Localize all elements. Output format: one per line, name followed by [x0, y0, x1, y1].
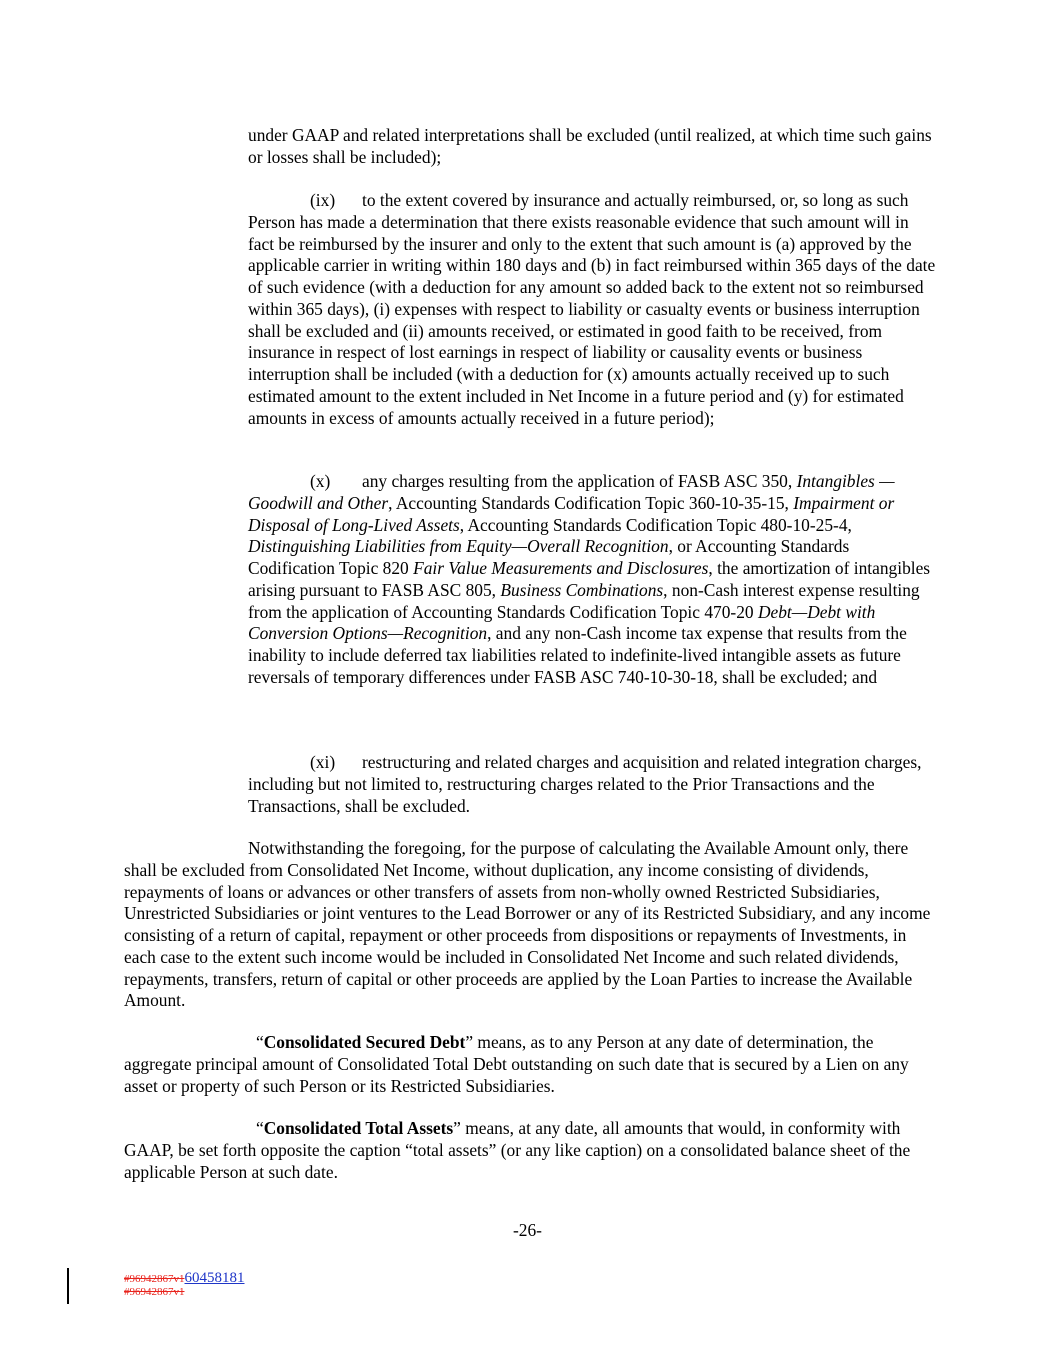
clause-x-text-1: any charges resulting from the application of FASB ASC 350, — [362, 471, 797, 491]
clause-x-text-6: , non-Cash interest expense resulting from the application of Accounting Standards Codification Topic 470-20 — [248, 579, 920, 622]
inserted-doc-id: 60458181 — [184, 1270, 245, 1286]
paragraph-x — [248, 471, 938, 689]
defined-term: Consolidated Total Assets — [263, 1118, 454, 1138]
paragraph-xi — [248, 752, 938, 817]
clause-x-text-2: , Accounting Standards Codification Topic 360-10-35-15, — [388, 492, 794, 513]
footer-line-1 — [124, 1272, 245, 1286]
definition-consolidated-secured-debt — [124, 1032, 938, 1097]
clause-text-xi: restructuring and related charges and acquisition and related integration charges, including but not limited to, restructuring charges related to the Prior Transactions and the Transactions, shall be excluded. — [248, 752, 922, 816]
deleted-doc-id: #96942867v1 — [124, 1273, 185, 1285]
paragraph-notwithstanding: Notwithstanding the foregoing, for the purpose of calculating the Available Amount only, there shall be excluded from Consolidated Net Income, without duplication, any income consisting of dividends, repayments of loans or advances or other transfers of assets from non-wholly owned Restricted Subsidiaries, Unrestricted Subsidiaries or joint ventures to the Lead Borrower or any of its Restricted Subsidiary, and any income consisting of a return of capital, repayment or other proceeds from dispositions or repayments of Investments, in each case to the extent such income would be included in Consolidated Net Income and such related dividends, repayments, transfers, return of capital or other proceeds are applied by the Loan Parties to increase the Available Amount. — [124, 838, 931, 1011]
definition-text: ” means, as to any Person at any date of determination, the aggregate principal amount of Consolidated Total Debt outstanding on such date that is secured by a Lien on any asset or property of such Person or its Restricted Subsidiaries. — [124, 1032, 909, 1096]
clause-x-italic-1: Intangibles — Goodwill and Other — [248, 471, 895, 513]
paragraph-gaap-continuation: under GAAP and related interpretations shall be excluded (until realized, at which time such gains or losses shall be included); — [248, 125, 932, 167]
clause-x-italic-5: Business Combinations — [500, 579, 664, 600]
document-id-footer — [124, 1272, 245, 1299]
clause-x-italic-3: Distinguishing Liabilities from Equity—Overall Recognition — [248, 536, 669, 557]
clause-number-x: (x) — [310, 471, 331, 491]
revision-change-bar — [67, 1268, 69, 1304]
clause-x-text-4: , or Accounting Standards Codification Topic 820 — [248, 536, 850, 578]
definition-consolidated-total-assets — [124, 1118, 938, 1183]
footer-line-2 — [124, 1286, 245, 1299]
clause-x-italic-4: Fair Value Measurements and Disclosures — [413, 558, 709, 578]
clause-x-italic-6: Debt—Debt with Conversion Options—Recognition — [248, 601, 876, 644]
open-quote: “ — [256, 1118, 264, 1138]
deleted-doc-id-2: #96942867v1 — [124, 1286, 185, 1298]
defined-term: Consolidated Secured Debt — [263, 1032, 466, 1052]
clause-x-text-7: , and any non-Cash income tax expense that results from the inability to include deferred tax liabilities related to indefinite-lived intangible assets as future reversals of temporary differences under FASB ASC 740-10-30-18, shall be excluded; and — [248, 623, 907, 687]
clause-number-ix: (ix) — [310, 190, 336, 210]
paragraph-ix — [248, 190, 938, 429]
definition-text: ” means, at any date, all amounts that would, in conformity with GAAP, be set forth opposite the caption “total assets” (or any like caption) on a consolidated balance sheet of the applicable Person at such date. — [124, 1118, 911, 1182]
page-number: -26- — [513, 1220, 542, 1240]
clause-x-italic-2: Impairment or Disposal of Long-Lived Assets — [248, 492, 895, 535]
clause-text-ix: to the extent covered by insurance and actually reimbursed, or, so long as such Person has made a determination that there exists reasonable evidence that such amount will in fact be reimbursed by the insurer and only to the extent that such amount is (a) approved by the applicable carrier in writing within 180 days and (b) in fact reimbursed within 365 days of the date of such evidence (with a deduction for any amount so added back to the extent not so reimbursed within 365 days), (i) expenses with respect to liability or casualty events or business interruption shall be excluded and (ii) amounts received, or estimated in good faith to be received, from insurance in respect of lost earnings in respect of liability or causality events or business interruption shall be included (with a deduction for (x) amounts actually received up to such estimated amount to the extent included in Net Income in a future period and (y) for estimated amounts in excess of amounts actually received in a future period); — [248, 190, 936, 428]
clause-number-xi: (xi) — [310, 752, 336, 772]
open-quote: “ — [256, 1032, 264, 1052]
clause-x-text-5: , the amortization of intangibles arising pursuant to FASB ASC 805, — [248, 558, 931, 600]
clause-x-text-3: , Accounting Standards Codification Topic 480-10-25-4, — [459, 514, 852, 535]
